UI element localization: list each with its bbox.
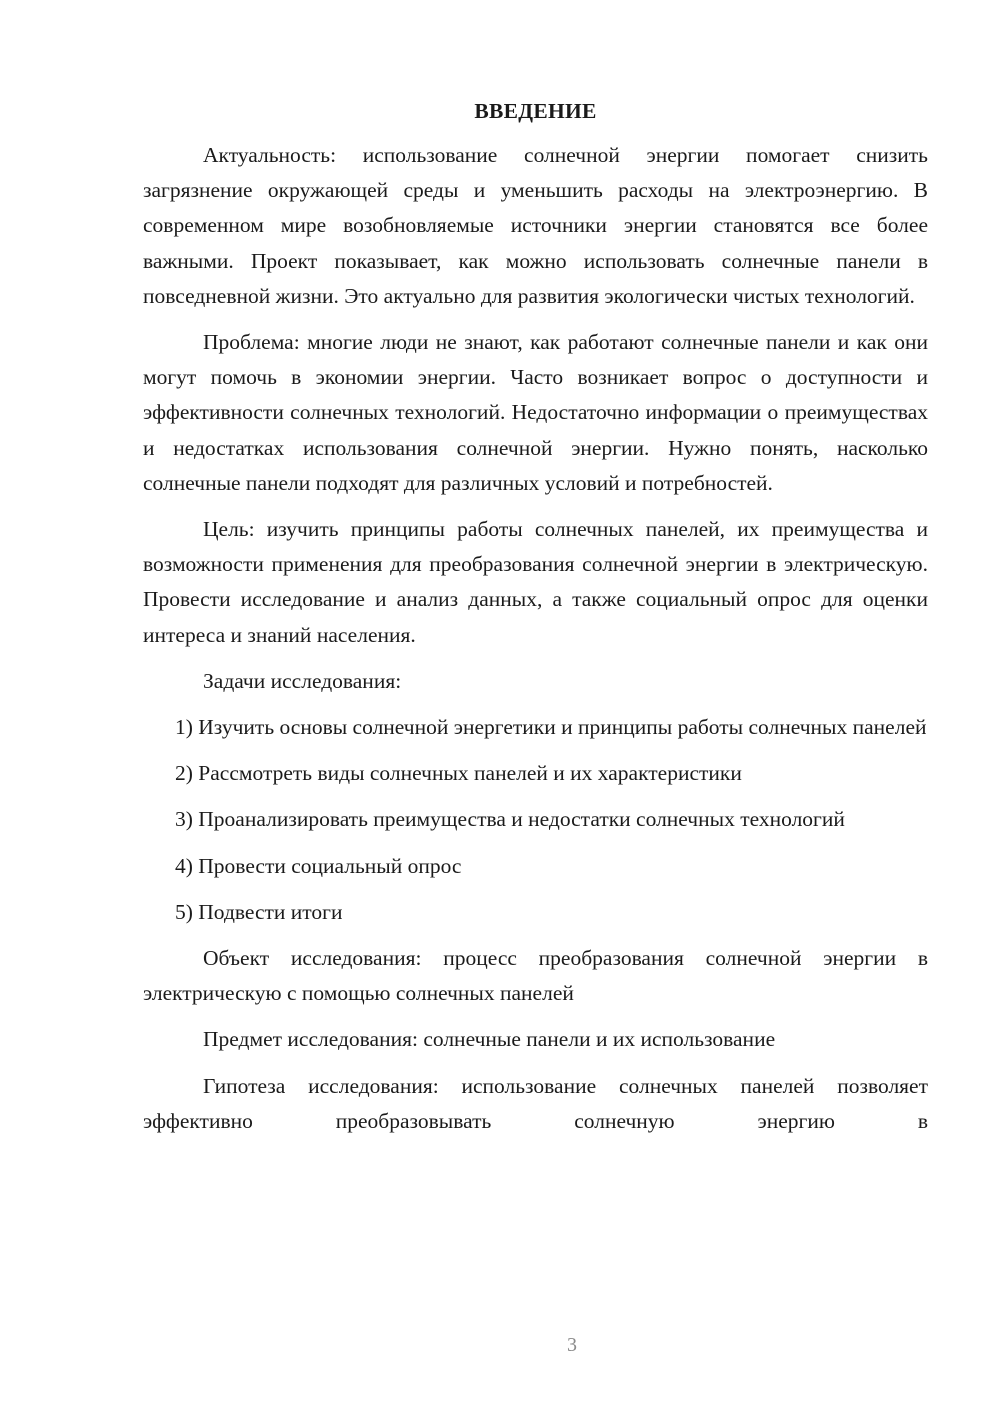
problem-paragraph: Проблема: многие люди не знают, как работают солнечные панели и как они могут помочь в экономии энергии. Часто возникает вопрос о доступности и эффективности солнечных технологий. Недостаточно информации о преимуществах и недостатках использования солнечной энергии. Нужно понять, насколько солнечные панели подходят для различных условий и потребностей. xyxy=(143,330,928,495)
tasks-heading: Задачи исследования: xyxy=(203,668,402,693)
page-content xyxy=(143,96,928,1150)
research-subject-paragraph: Предмет исследования: солнечные панели и их использование xyxy=(203,1027,776,1052)
task-item: 4) Провести социальный опрос xyxy=(175,853,462,878)
task-item: 3) Проанализировать преимущества и недостатки солнечных технологий xyxy=(175,807,845,832)
relevance-paragraph: Актуальность: использование солнечной энергии помогает снизить загрязнение окружающей среды и уменьшить расходы на электроэнергию. В современном мире возобновляемые источники энергии становятся все более важными. Проект показывает, как можно использовать солнечные панели в повседневной жизни. Это актуально для развития экологически чистых технологий. xyxy=(143,143,928,308)
page-number: 3 xyxy=(567,1334,577,1356)
research-object-paragraph: Объект исследования: процесс преобразования солнечной энергии в электрическую с помощью солнечных панелей xyxy=(143,946,928,1006)
task-item: 1) Изучить основы солнечной энергетики и принципы работы солнечных панелей xyxy=(175,715,927,740)
task-item: 2) Рассмотреть виды солнечных панелей и их характеристики xyxy=(175,761,742,786)
task-item: 5) Подвести итоги xyxy=(175,899,343,924)
section-heading: ВВЕДЕНИЕ xyxy=(474,99,597,123)
goal-paragraph: Цель: изучить принципы работы солнечных панелей, их преимущества и возможности применения для преобразования солнечной энергии в электрическую. Провести исследование и анализ данных, а также социальный опрос для оценки интереса и знаний населения. xyxy=(143,517,928,647)
hypothesis-paragraph: Гипотеза исследования: использование солнечных панелей позволяет эффективно преобразовывать солнечную энергию в xyxy=(143,1073,928,1133)
